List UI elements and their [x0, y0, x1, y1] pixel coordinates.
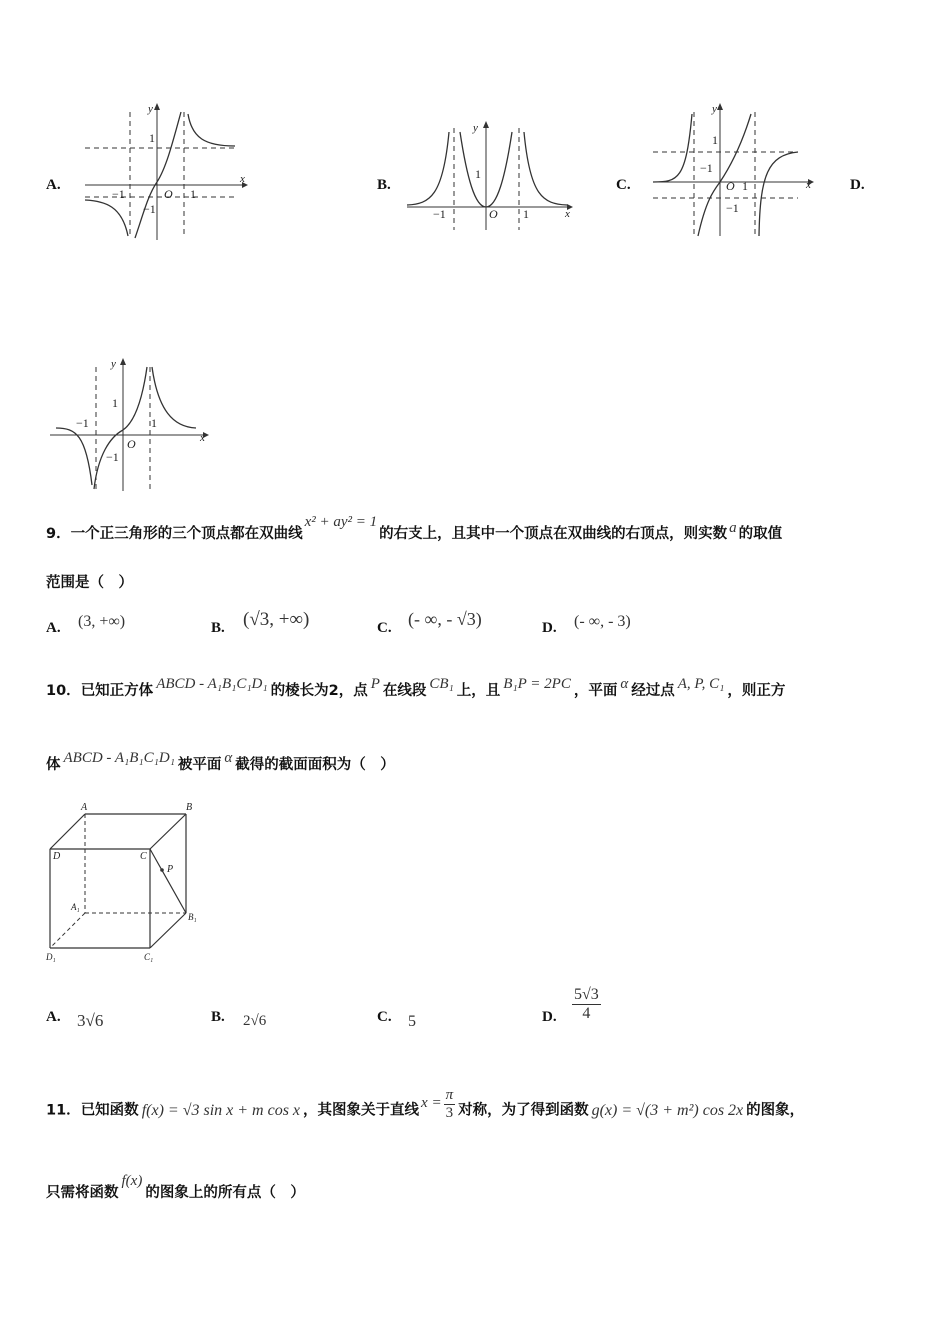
q8-graph-d-x-label: x: [200, 432, 205, 444]
q8-option-a-label: A.: [46, 177, 61, 193]
q11-stem-line2: [46, 1173, 305, 1202]
q9-stem-line2: 范围是（ ）: [46, 575, 133, 591]
q11-line-denominator: 3: [445, 1105, 454, 1121]
q10-label-c: C: [140, 851, 147, 862]
q10-line2-c: 截得的截面面积为（ ）: [235, 757, 395, 773]
q10-cube-1: ABCD - A₁B₁C₁D₁: [156, 676, 268, 692]
q11-g-definition: g(x) = √(3 + m²) cos 2x: [591, 1101, 744, 1119]
q8-graph-b: [405, 118, 580, 238]
q10-line2-b: 被平面: [177, 757, 222, 773]
q10-option-c-label: C.: [377, 1009, 392, 1025]
q8-graph-b-tick-1x: 1: [523, 207, 529, 221]
q11-line2-a: 只需将函数: [46, 1185, 119, 1201]
q9-text-middle: 的右支上，且其中一个顶点在双曲线的右顶点，则实数: [379, 526, 728, 542]
q10-text-2: 的棱长为2，点: [270, 683, 368, 699]
q11-line-numerator: π: [445, 1087, 454, 1103]
q9-option-a-label: A.: [46, 620, 61, 636]
q10-line2-a: 体: [46, 757, 61, 773]
q10-label-c1: C₁: [144, 952, 154, 962]
q8-graph-a-tick-1x: 1: [190, 187, 196, 201]
q10-text-5: ，平面: [573, 683, 618, 699]
q10-alpha: α: [620, 676, 629, 692]
q10-label-a1: A₁: [71, 902, 80, 912]
q10-segment-cb1: CB₁: [429, 676, 454, 692]
q10-text-7: ，则正方: [727, 683, 786, 699]
q9-option-b-label: B.: [211, 620, 225, 636]
q10-label-b1: B₁: [188, 912, 197, 922]
q8-graph-c-tick-neg1y: −1: [726, 201, 739, 215]
q10-point-p: P: [370, 676, 380, 692]
q11-text-4: 的图象，: [746, 1102, 805, 1119]
q8-graph-a-x-label: x: [240, 173, 245, 185]
q8-graph-c-tick-1y: 1: [712, 133, 718, 147]
q9-var-a: a: [729, 520, 737, 536]
q8-option-b-label: B.: [377, 177, 391, 193]
q8-graph-a-y-label: y: [148, 103, 153, 115]
q10-text-4: 上，且: [456, 683, 501, 699]
q10-alpha-2: α: [224, 750, 233, 766]
q10-text-3: 在线段: [382, 683, 427, 699]
q10-text-1: 已知正方体: [80, 683, 154, 699]
q10-label-a: A: [81, 802, 88, 813]
q9-text-before: 一个正三角形的三个顶点都在双曲线: [70, 526, 303, 542]
q9-number: 9．: [46, 526, 71, 542]
q8-option-c-label: C.: [616, 177, 631, 193]
q10-option-a-label: A.: [46, 1009, 61, 1025]
q10-condition: B₁P = 2PC: [503, 676, 571, 692]
q11-fx: f(x): [121, 1173, 143, 1189]
q8-graph-d-origin: O: [127, 437, 136, 451]
q11-line2-b: 的图象上的所有点（ ）: [145, 1185, 305, 1201]
q9-option-d-value: (- ∞, - 3): [574, 613, 631, 630]
q9-option-a-value: (3, +∞): [78, 613, 126, 630]
q11-f-definition: f(x) = √3 sin x + m cos x: [141, 1101, 301, 1119]
q8-graph-c: [648, 100, 818, 240]
q10-text-6: 经过点: [631, 683, 675, 699]
q8-graph-c-y-label: y: [712, 103, 717, 115]
q9-option-b-value: (√3, +∞): [243, 609, 310, 630]
q11-line-lhs: x =: [421, 1094, 442, 1111]
q8-graph-b-tick-neg1x: −1: [433, 207, 446, 221]
q11-text-2: ，其图象关于直线: [303, 1102, 420, 1119]
q8-option-d-label: D.: [850, 177, 865, 193]
q8-graph-d-y-label: y: [111, 358, 116, 370]
q10-stem-line1: [46, 676, 786, 700]
q11-text-1: 已知函数: [80, 1102, 139, 1119]
q10-option-b-label: B.: [211, 1009, 225, 1025]
q10-option-d-label: D.: [542, 1009, 557, 1025]
q8-graph-a-tick-1y: 1: [149, 131, 155, 145]
q10-label-b: B: [186, 802, 193, 813]
q10-option-d-numerator: 5√3: [574, 986, 599, 1003]
q10-points: A, P, C₁: [677, 676, 725, 692]
q11-number: 11．: [46, 1102, 81, 1119]
q8-graph-a: [80, 100, 250, 250]
q10-option-d-denominator: 4: [582, 1005, 591, 1022]
q11-text-3: 对称，为了得到函数: [458, 1102, 589, 1119]
q8-graph-a-tick-neg1y: −1: [143, 202, 156, 216]
q8-graph-b-x-label: x: [565, 208, 570, 220]
q8-graph-d-tick-1x: 1: [151, 416, 157, 430]
q9-option-d-label: D.: [542, 620, 557, 636]
q8-graph-b-origin: O: [489, 207, 498, 221]
q8-graph-c-tick-1x: 1: [742, 179, 748, 193]
q8-graph-c-tick-neg1x: −1: [700, 161, 713, 175]
q9-equation: x² + ay² = 1: [304, 514, 378, 530]
q9-stem-line1: [46, 514, 783, 543]
q8-graph-a-tick-neg1x: −1: [112, 187, 125, 201]
q10-cube-2: ABCD - A₁B₁C₁D₁: [63, 750, 175, 766]
q10-number: 10．: [46, 683, 81, 699]
q11-stem-line1: [46, 1087, 805, 1128]
q10-option-a-value: 3√6: [77, 1011, 104, 1030]
q8-graph-d-tick-neg1x: −1: [76, 416, 89, 430]
q8-graph-b-tick-1y: 1: [475, 167, 481, 181]
q8-graph-d-tick-1y: 1: [112, 396, 118, 410]
q9-option-c-value: (- ∞, - √3): [408, 609, 482, 629]
q10-option-d-value: [572, 986, 601, 1023]
q11-line-fraction: [444, 1087, 456, 1122]
q9-option-c-label: C.: [377, 620, 392, 636]
q9-text-after: 的取值: [738, 526, 783, 542]
q8-graph-b-y-label: y: [473, 122, 478, 134]
q10-option-c-value: 5: [408, 1013, 416, 1030]
q10-label-d: D: [53, 851, 61, 862]
q8-graph-c-x-label: x: [806, 179, 811, 191]
q10-label-p: P: [167, 864, 174, 875]
q8-graph-d: [48, 355, 218, 495]
q8-graph-a-origin: O: [164, 187, 173, 201]
q10-label-d1: D₁: [46, 952, 56, 962]
q8-graph-c-origin: O: [726, 179, 735, 193]
q10-cube-figure: [40, 800, 215, 970]
q10-stem-line2: [46, 750, 395, 774]
q10-option-b-value: 2√6: [243, 1013, 267, 1029]
q8-graph-d-tick-neg1y: −1: [106, 450, 119, 464]
